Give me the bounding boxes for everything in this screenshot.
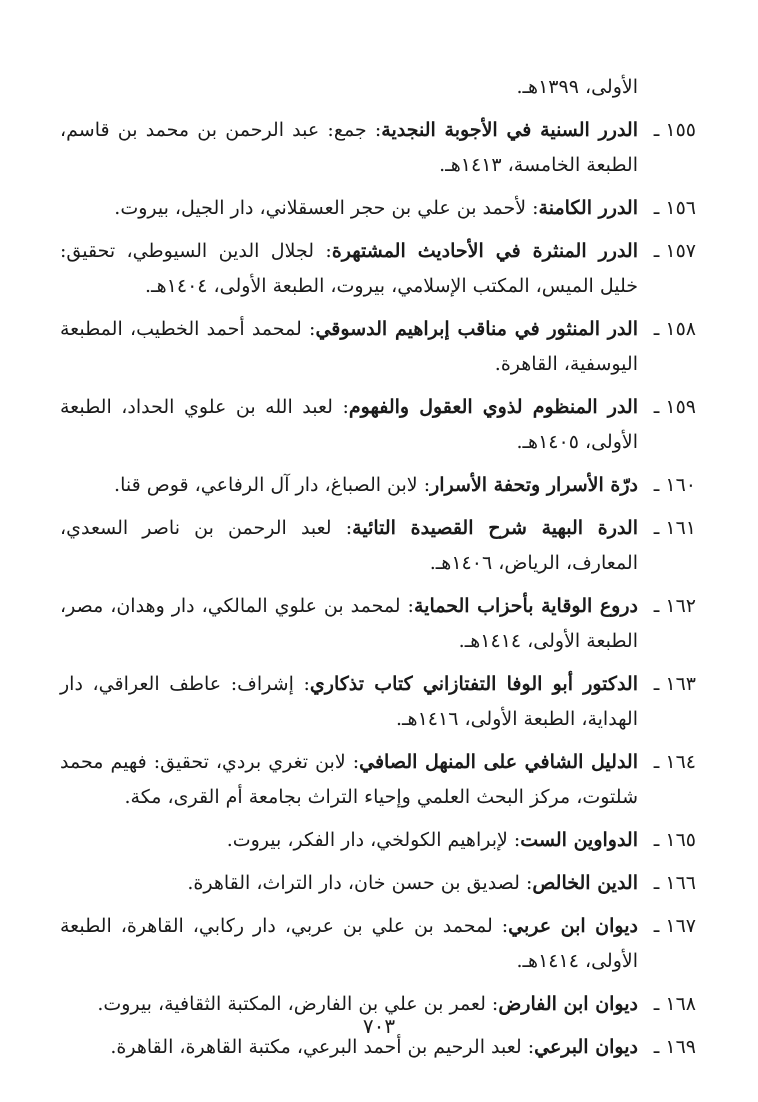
- bibliography-entry: [60, 312, 696, 382]
- entry-description: : لابن الصباغ، دار آل الرفاعي، قوص قنا.: [114, 474, 431, 496]
- entry-number: ١٦٧ ـ: [653, 915, 696, 937]
- bibliography-entry: [60, 909, 696, 979]
- entry-description: : لصديق بن حسن خان، دار التراث، القاهرة.: [187, 872, 533, 894]
- bibliography-entry: [60, 866, 696, 901]
- entry-number: ١٥٩ ـ: [653, 396, 696, 418]
- entry-description: : إشراف: عاطف العراقي، دار الهداية، الطبعة الأولى، ١٤١٦هـ.: [60, 673, 638, 730]
- entry-title: الدر المنظوم لذوي العقول والفهوم: [348, 396, 638, 418]
- entry-description: : لمحمد بن علي بن عربي، دار ركابي، القاهرة، الطبعة الأولى، ١٤١٤هـ.: [60, 915, 638, 972]
- entry-description: : لعبد الرحيم بن أحمد البرعي، مكتبة القاهرة، القاهرة.: [110, 1036, 535, 1058]
- entry-number: ١٥٦ ـ: [653, 197, 696, 219]
- bibliography-entry: [60, 511, 696, 581]
- entry-title: الدرة البهية شرح القصيدة التائية: [352, 517, 638, 539]
- entry-number: ١٦٠ ـ: [653, 474, 696, 496]
- entry-number: ١٥٨ ـ: [653, 318, 696, 340]
- bibliography-entry: [60, 589, 696, 659]
- entry-description: : لإبراهيم الكولخي، دار الفكر، بيروت.: [226, 829, 521, 851]
- entry-description: : لابن تغري بردي، تحقيق: فهيم محمد شلتوت، مركز البحث العلمي وإحياء التراث بجامعة أم القرى، مكة.: [60, 751, 638, 808]
- entry-description: : لمحمد أحمد الخطيب، المطبعة اليوسفية، القاهرة.: [60, 318, 638, 375]
- page-number: ٧٠٣: [362, 1014, 396, 1038]
- entry-number: ١٦٨ ـ: [653, 993, 696, 1015]
- bibliography-entry: [60, 191, 696, 226]
- continuation-line: الأولى، ١٣٩٩هـ.: [516, 76, 638, 98]
- entry-description: : لعبد الرحمن بن ناصر السعدي، المعارف، الرياض، ١٤٠٦هـ.: [60, 517, 638, 574]
- bibliography-entry: [60, 234, 696, 304]
- entry-container: [60, 113, 696, 1065]
- entry-title: الدواوين الست: [520, 829, 638, 851]
- entry-title: الدرر السنية في الأجوبة النجدية: [381, 119, 638, 141]
- entry-number: ١٥٥ ـ: [653, 119, 696, 141]
- entry-title: الدرر المنثرة في الأحاديث المشتهرة: [331, 240, 638, 262]
- entry-title: ديوان ابن عربي: [508, 915, 638, 937]
- bibliography-entry: [60, 745, 696, 815]
- entry-number: ١٦٥ ـ: [653, 829, 696, 851]
- entry-number: ١٦٩ ـ: [653, 1036, 696, 1058]
- entry-description: : لجلال الدين السيوطي، تحقيق: خليل الميس، المكتب الإسلامي، بيروت، الطبعة الأولى، ١٤٠٤هـ.: [60, 240, 638, 297]
- entry-number: ١٦٣ ـ: [653, 673, 696, 695]
- entry-description: : لعبد الله بن علوي الحداد، الطبعة الأولى، ١٤٠٥هـ.: [60, 396, 638, 453]
- bibliography-entry: [60, 390, 696, 460]
- entry-number: ١٦٢ ـ: [653, 595, 696, 617]
- entry-number: ١٦١ ـ: [653, 517, 696, 539]
- entry-description: : لمحمد بن علوي المالكي، دار وهدان، مصر، الطبعة الأولى، ١٤١٤هـ.: [60, 595, 638, 652]
- entry-title: الدر المنثور في مناقب إبراهيم الدسوقي: [315, 318, 638, 340]
- entry-title: درّة الأسرار وتحفة الأسرار: [430, 474, 638, 496]
- entry-description: : جمع: عبد الرحمن بن محمد بن قاسم، الطبعة الخامسة، ١٤١٣هـ.: [60, 119, 638, 176]
- entry-number: ١٥٧ ـ: [653, 240, 696, 262]
- bibliography-entry: [60, 667, 696, 737]
- bibliography-entry: [60, 468, 696, 503]
- entry-title: الدكتور أبو الوفا التفتازاني كتاب تذكاري: [309, 673, 639, 695]
- entry-title: دروع الوقاية بأحزاب الحماية: [413, 595, 638, 617]
- entry-title: ديوان البرعي: [534, 1036, 638, 1058]
- entry-number: ١٦٦ ـ: [653, 872, 696, 894]
- bibliography-entry: [60, 823, 696, 858]
- bibliography-list: [60, 70, 696, 1073]
- entry-title: الدرر الكامنة: [538, 197, 638, 219]
- entry-description: : لأحمد بن علي بن حجر العسقلاني، دار الجيل، بيروت.: [114, 197, 539, 219]
- entry-title: الدين الخالص: [532, 872, 638, 894]
- entry-description: : لعمر بن علي بن الفارض، المكتبة الثقافية، بيروت.: [97, 993, 499, 1015]
- bibliography-entry: [60, 113, 696, 183]
- entry-number: ١٦٤ ـ: [653, 751, 696, 773]
- entry-title: الدليل الشافي على المنهل الصافي: [359, 751, 638, 773]
- entry-title: ديوان ابن الفارض: [498, 993, 638, 1015]
